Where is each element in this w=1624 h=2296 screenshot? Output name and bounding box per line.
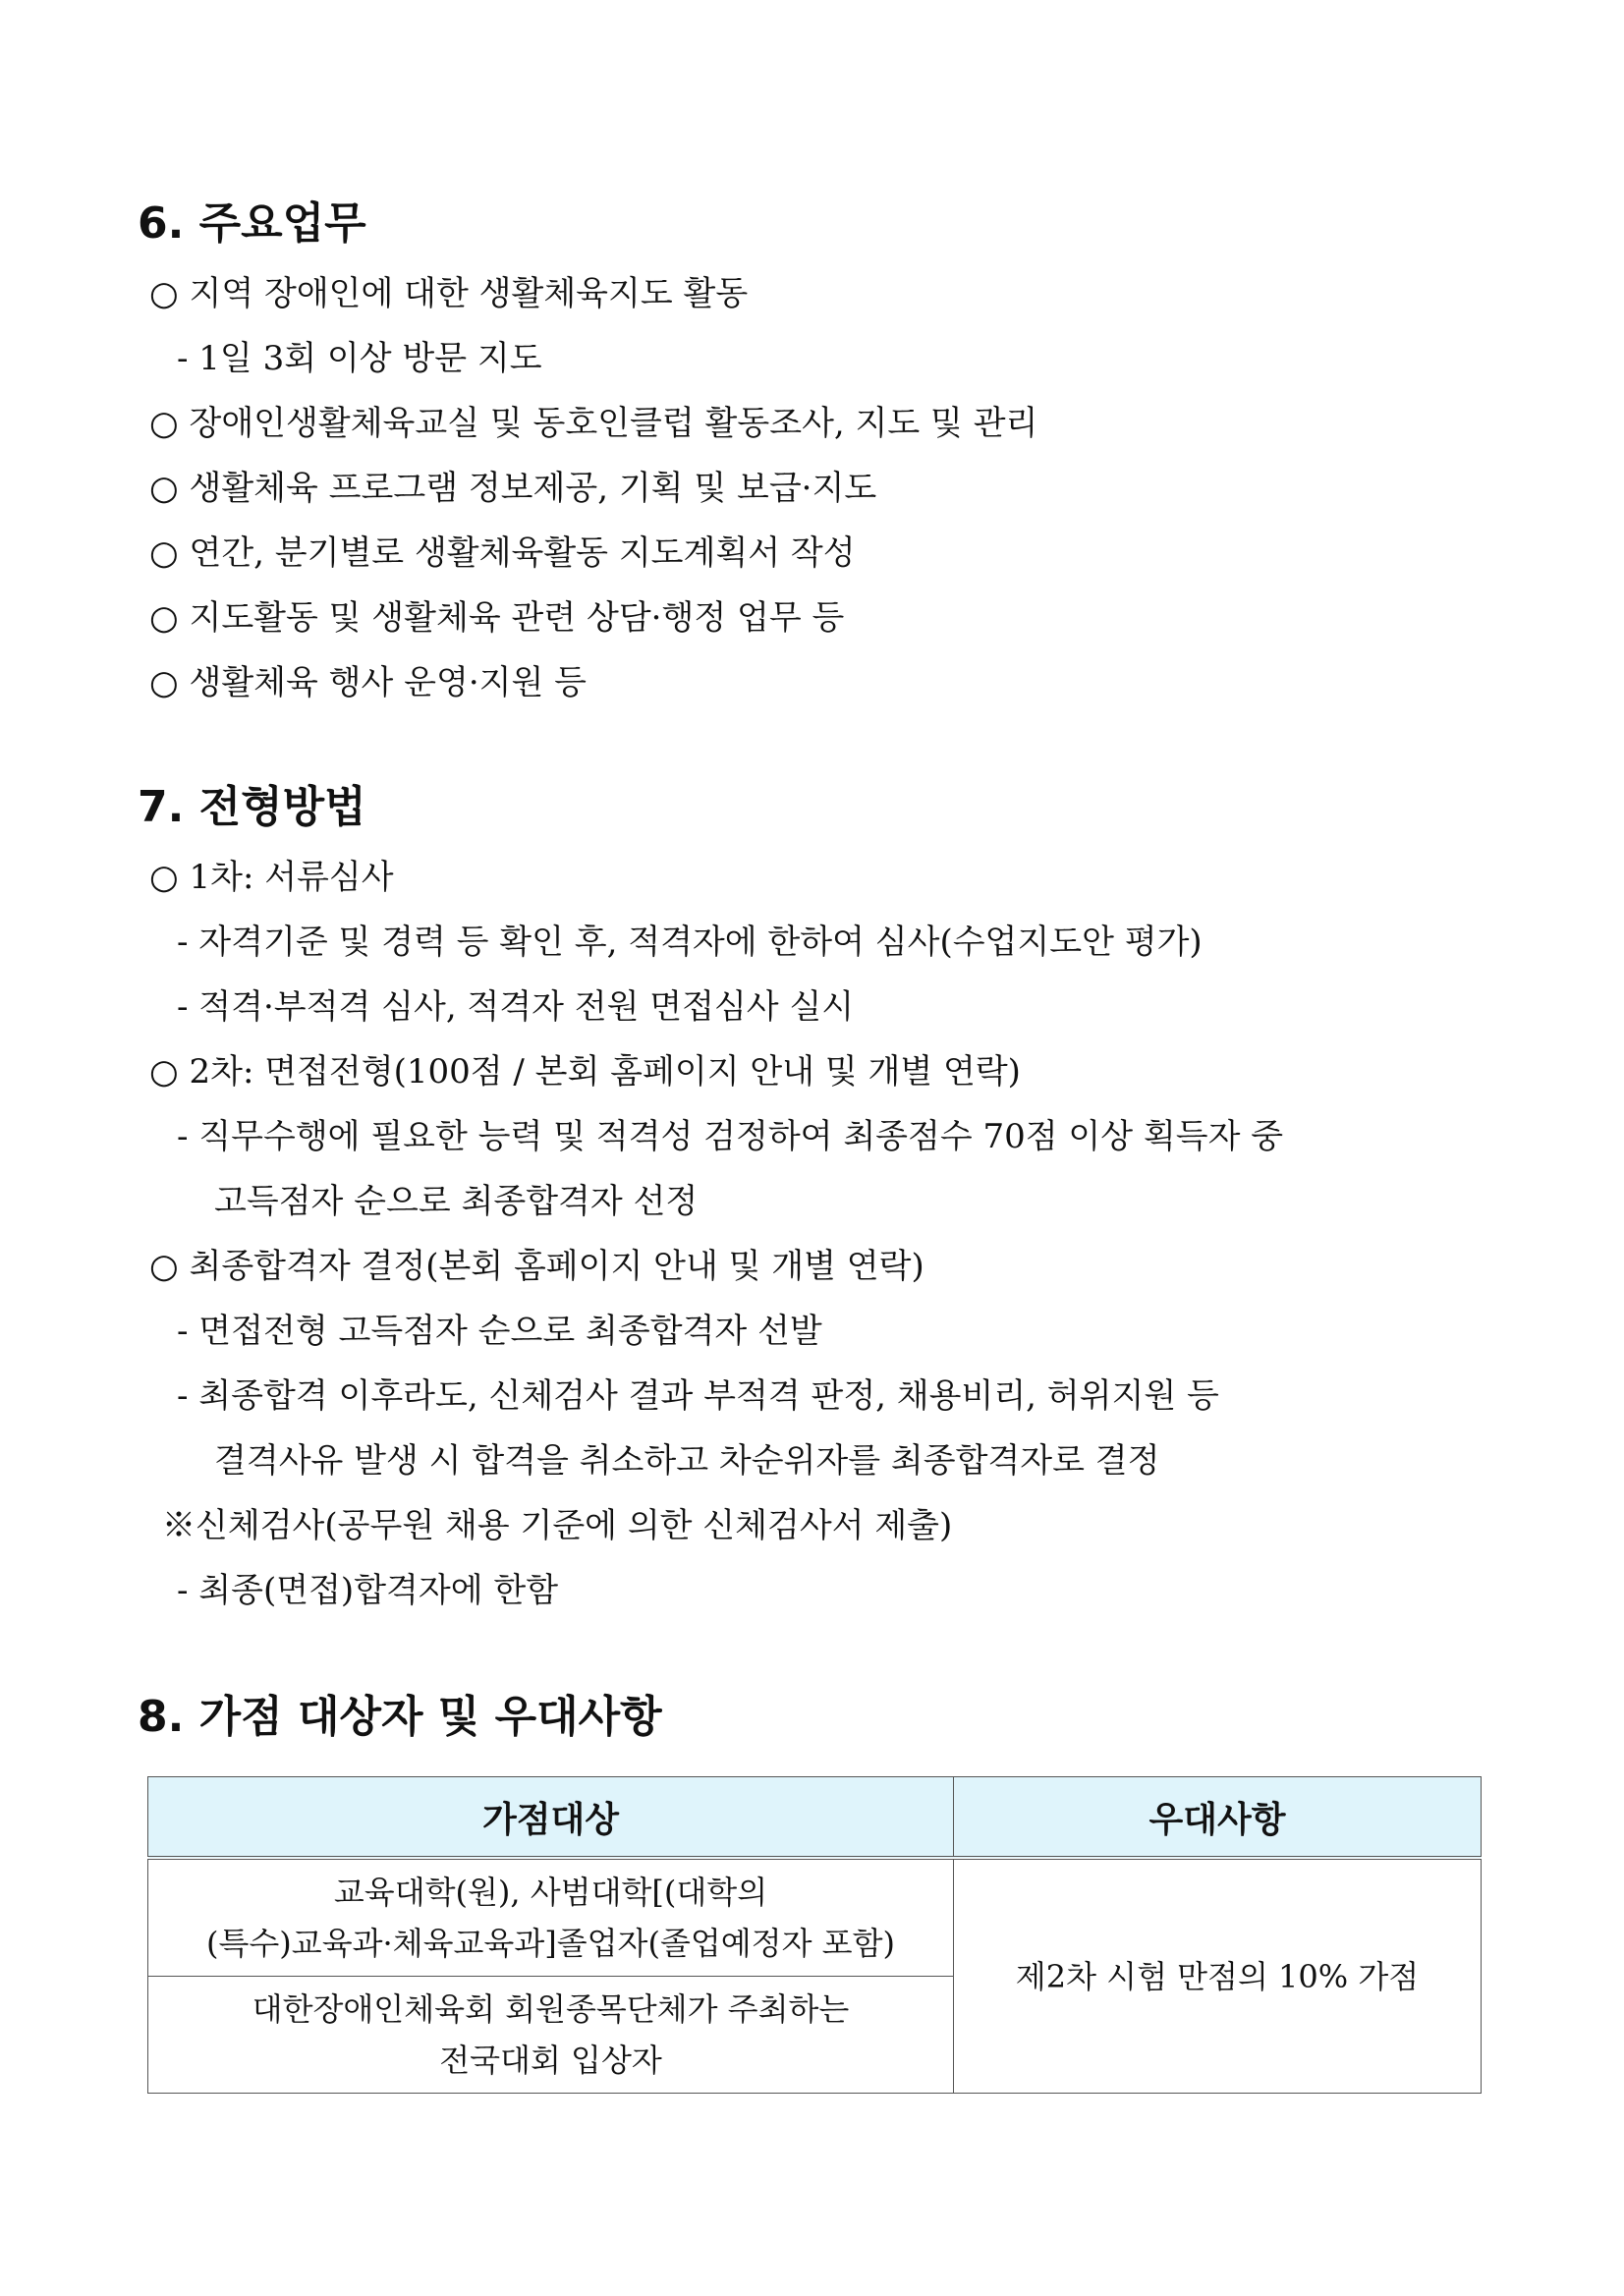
target-cell-1 [148,1858,954,1977]
target-2-line-1: 대한장애인체육회 회원종목단체가 주최하는 [252,1990,850,2028]
s7-line-11: ※신체검사(공무원 채용 기준에 의한 신체검사서 제출) [162,1506,953,1545]
s6-line-2: - 1일 3회 이상 방문 지도 [177,339,542,378]
s6-line-7: ○ 생활체육 행사 운영·지원 등 [149,663,587,702]
s7-line-9: - 최종합격 이후라도, 신체검사 결과 부적격 판정, 채용비리, 허위지원 등 [177,1376,1219,1416]
s7-line-7: ○ 최종합격자 결정(본회 홈페이지 안내 및 개별 연락) [149,1247,924,1286]
table-row [148,1858,1482,1977]
bonus-table [147,1776,1482,2094]
section-8-heading: 8. 가점 대상자 및 우대사항 [138,1692,662,1742]
s6-line-4: ○ 생활체육 프로그램 정보제공, 기획 및 보급·지도 [149,469,877,508]
target-cell-2 [148,1977,954,2094]
s6-line-5: ○ 연간, 분기별로 생활체육활동 지도계획서 작성 [149,533,856,573]
target-1-line-2: (특수)교육과·체육교육과]졸업자(졸업예정자 포함) [205,1925,895,1962]
s6-line-3: ○ 장애인생활체육교실 및 동호인클럽 활동조사, 지도 및 관리 [149,404,1038,443]
s7-line-5: - 직무수행에 필요한 능력 및 적격성 검정하여 최종점수 70점 이상 획득자 중 [177,1117,1284,1156]
benefit-cell: 제2차 시험 만점의 10% 가점 [954,1858,1482,2094]
s7-line-3: - 적격·부적격 심사, 적격자 전원 면접심사 실시 [177,987,855,1027]
s7-line-2: - 자격기준 및 경력 등 확인 후, 적격자에 한하여 심사(수업지도안 평가) [177,923,1203,962]
s6-line-6: ○ 지도활동 및 생활체육 관련 상담·행정 업무 등 [149,598,845,638]
header-benefit: 우대사항 [954,1777,1482,1859]
section-6-heading: 6. 주요업무 [138,198,366,249]
s7-line-6: 고득점자 순으로 최종합격자 선정 [214,1182,699,1221]
s6-line-1: ○ 지역 장애인에 대한 생활체육지도 활동 [149,274,749,313]
target-2-line-2: 전국대회 입상자 [439,2042,662,2079]
s7-line-8: - 면접전형 고득점자 순으로 최종합격자 선발 [177,1312,822,1351]
target-1-line-1: 교육대학(원), 사범대학[(대학의 [333,1874,768,1911]
s7-line-4: ○ 2차: 면접전형(100점 / 본회 홈페이지 안내 및 개별 연락) [149,1052,1021,1092]
section-7-heading: 7. 전형방법 [138,782,366,832]
bonus-table-header-row [148,1777,1482,1859]
s7-line-10: 결격사유 발생 시 합격을 취소하고 차순위자를 최종합격자로 결정 [214,1441,1160,1481]
s7-line-12: - 최종(면접)합격자에 한함 [177,1571,559,1610]
header-target: 가점대상 [148,1777,954,1859]
s7-line-1: ○ 1차: 서류심사 [149,858,394,897]
